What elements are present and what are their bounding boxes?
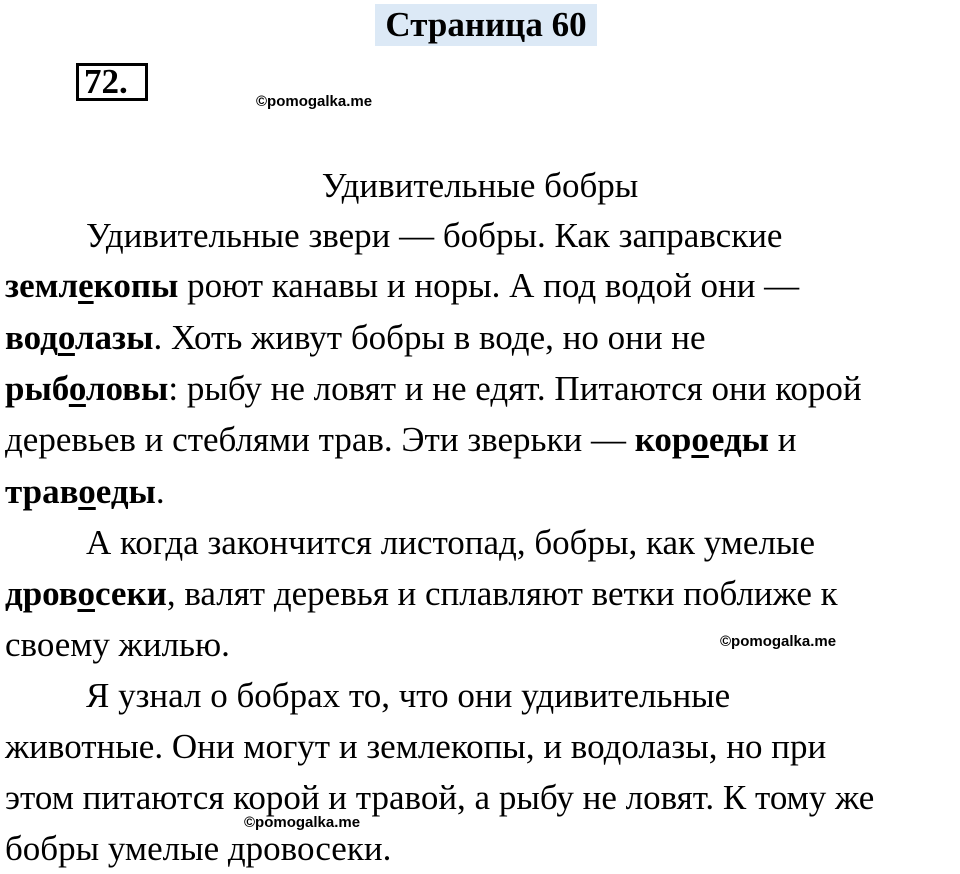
exercise-number: 72. — [84, 62, 128, 101]
watermark: ©pomogalka.me — [244, 814, 361, 831]
page-title: Страница 60 — [375, 4, 597, 46]
text-line: деревьев и стеблями трав. Эти зверьки — короеды и — [5, 420, 797, 459]
text-line: травоеды. — [5, 472, 165, 511]
text-line: этом питаются корой и травой, а рыбу не ловят. К тому же — [5, 778, 875, 817]
keyword-zemlekopy: землекопы — [5, 266, 179, 305]
text-line: землекопы роют канавы и норы. А под водой они — — [5, 266, 800, 305]
keyword-ryboloy: рыболовы — [5, 369, 169, 408]
text-line: А когда закончится листопад, бобры, как умелые — [86, 523, 815, 562]
text-line: Я узнал о бобрах то, что они удивительные — [86, 676, 731, 715]
text-line: животные. Они могут и землекопы, и водолазы, но при — [5, 727, 827, 766]
keyword-travoedy: травоеды — [5, 472, 156, 511]
keyword-vodolazy: водолазы — [5, 318, 154, 357]
text-line: Удивительные звери — бобры. Как заправские — [86, 216, 783, 255]
keyword-koroedy: короеды — [634, 420, 769, 459]
text-title: Удивительные бобры — [321, 166, 639, 205]
watermark: ©pomogalka.me — [720, 633, 837, 650]
text-line: дровосеки, валят деревья и сплавляют ветки поближе к — [5, 574, 838, 613]
text-line: бобры умелые дровосеки. — [5, 829, 392, 868]
text-line: рыболовы: рыбу не ловят и не едят. Питаются они корой — [5, 369, 862, 408]
text-line: водолазы. Хоть живут бобры в воде, но они не — [5, 318, 706, 357]
watermark: ©pomogalka.me — [256, 93, 373, 110]
text-line: своему жилью. — [5, 625, 230, 664]
keyword-drovoseki: дровосеки — [5, 574, 167, 613]
